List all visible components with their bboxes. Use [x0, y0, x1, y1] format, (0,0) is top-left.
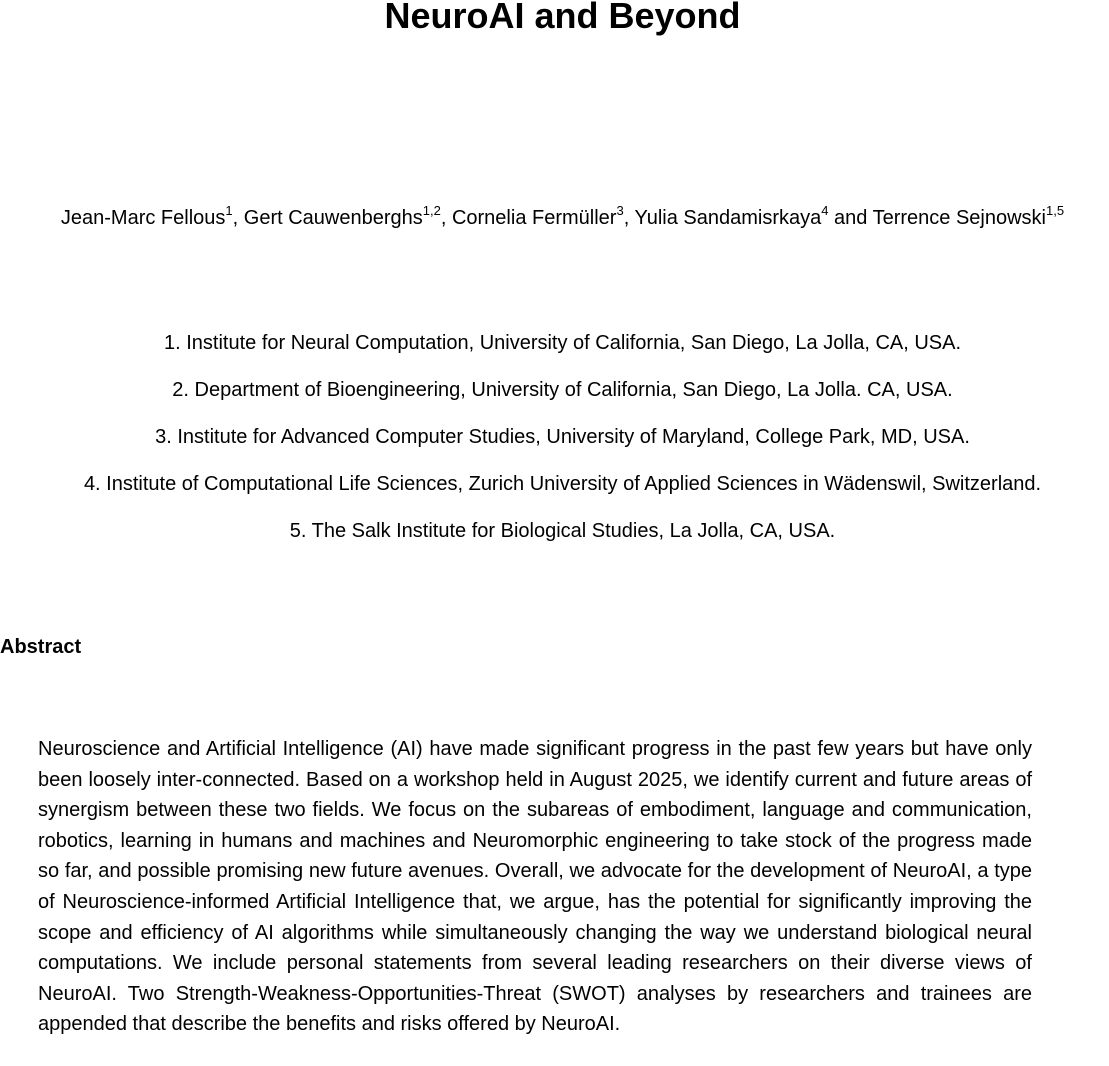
author-affiliation-marker: 1 — [225, 203, 233, 219]
affiliation-item: 5. The Salk Institute for Biological Studies, La Jolla, CA, USA. — [289, 520, 836, 542]
author-separator: , — [623, 207, 635, 229]
author-name: Gert Cauwenberghs — [243, 207, 423, 229]
author-separator: , — [232, 207, 244, 229]
author-separator: , — [440, 207, 452, 229]
author-name: Cornelia Fermüller — [451, 207, 617, 229]
abstract-heading: Abstract — [0, 636, 82, 658]
author-name: Yulia Sandamisrkaya — [634, 207, 822, 229]
abstract-text: Neuroscience and Artificial Intelligence (AI) have made significant progress in the past few years but have only been loosely inter-connected. Based on a workshop held in August 2025, we identify current and future areas of synergism between these two fields. We focus on the subareas of embodiment, language and communication, robotics, learning in humans and machines and Neuromorphic engineering to take stock of the progress made so far, and possible promising new future avenues. Overall, we advocate for the development of NeuroAI, a type of Neuroscience-informed Artificial Intelligence that, we argue, has the potential for significantly improving the scope and efficiency of AI algorithms while simultaneously changing the way we understand biological neural computations. We include personal statements from several leading researchers on their diverse views of NeuroAI. Two Strength-Weakness-Opportunities-Threat (SWOT) analyses by researchers and trainees are appended that describe the benefits and risks offered by NeuroAI. — [38, 738, 1032, 1036]
affiliation-item: 3. Institute for Advanced Computer Studies, University of Maryland, College Park, MD, USA. — [155, 426, 970, 448]
author-affiliation-marker: 1,5 — [1046, 203, 1065, 219]
author-affiliation-marker: 1,2 — [422, 203, 441, 219]
author-name: Terrence Sejnowski — [872, 207, 1047, 229]
author-name: Jean-Marc Fellous — [60, 207, 226, 229]
affiliation-item: 1. Institute for Neural Computation, University of California, San Diego, La Jolla, CA, USA. — [163, 332, 962, 354]
affiliation-item: 4. Institute of Computational Life Sciences, Zurich University of Applied Sciences in Wädenswil, Switzerland. — [83, 473, 1042, 495]
author-separator: and — [828, 207, 873, 229]
author-affiliation-marker: 3 — [616, 203, 624, 219]
author-affiliation-marker: 4 — [821, 203, 829, 219]
affiliation-item: 2. Department of Bioengineering, University of California, San Diego, La Jolla. CA, USA. — [172, 379, 953, 401]
paper-title: NeuroAI and Beyond — [384, 0, 741, 36]
author-list — [40, 203, 1085, 234]
